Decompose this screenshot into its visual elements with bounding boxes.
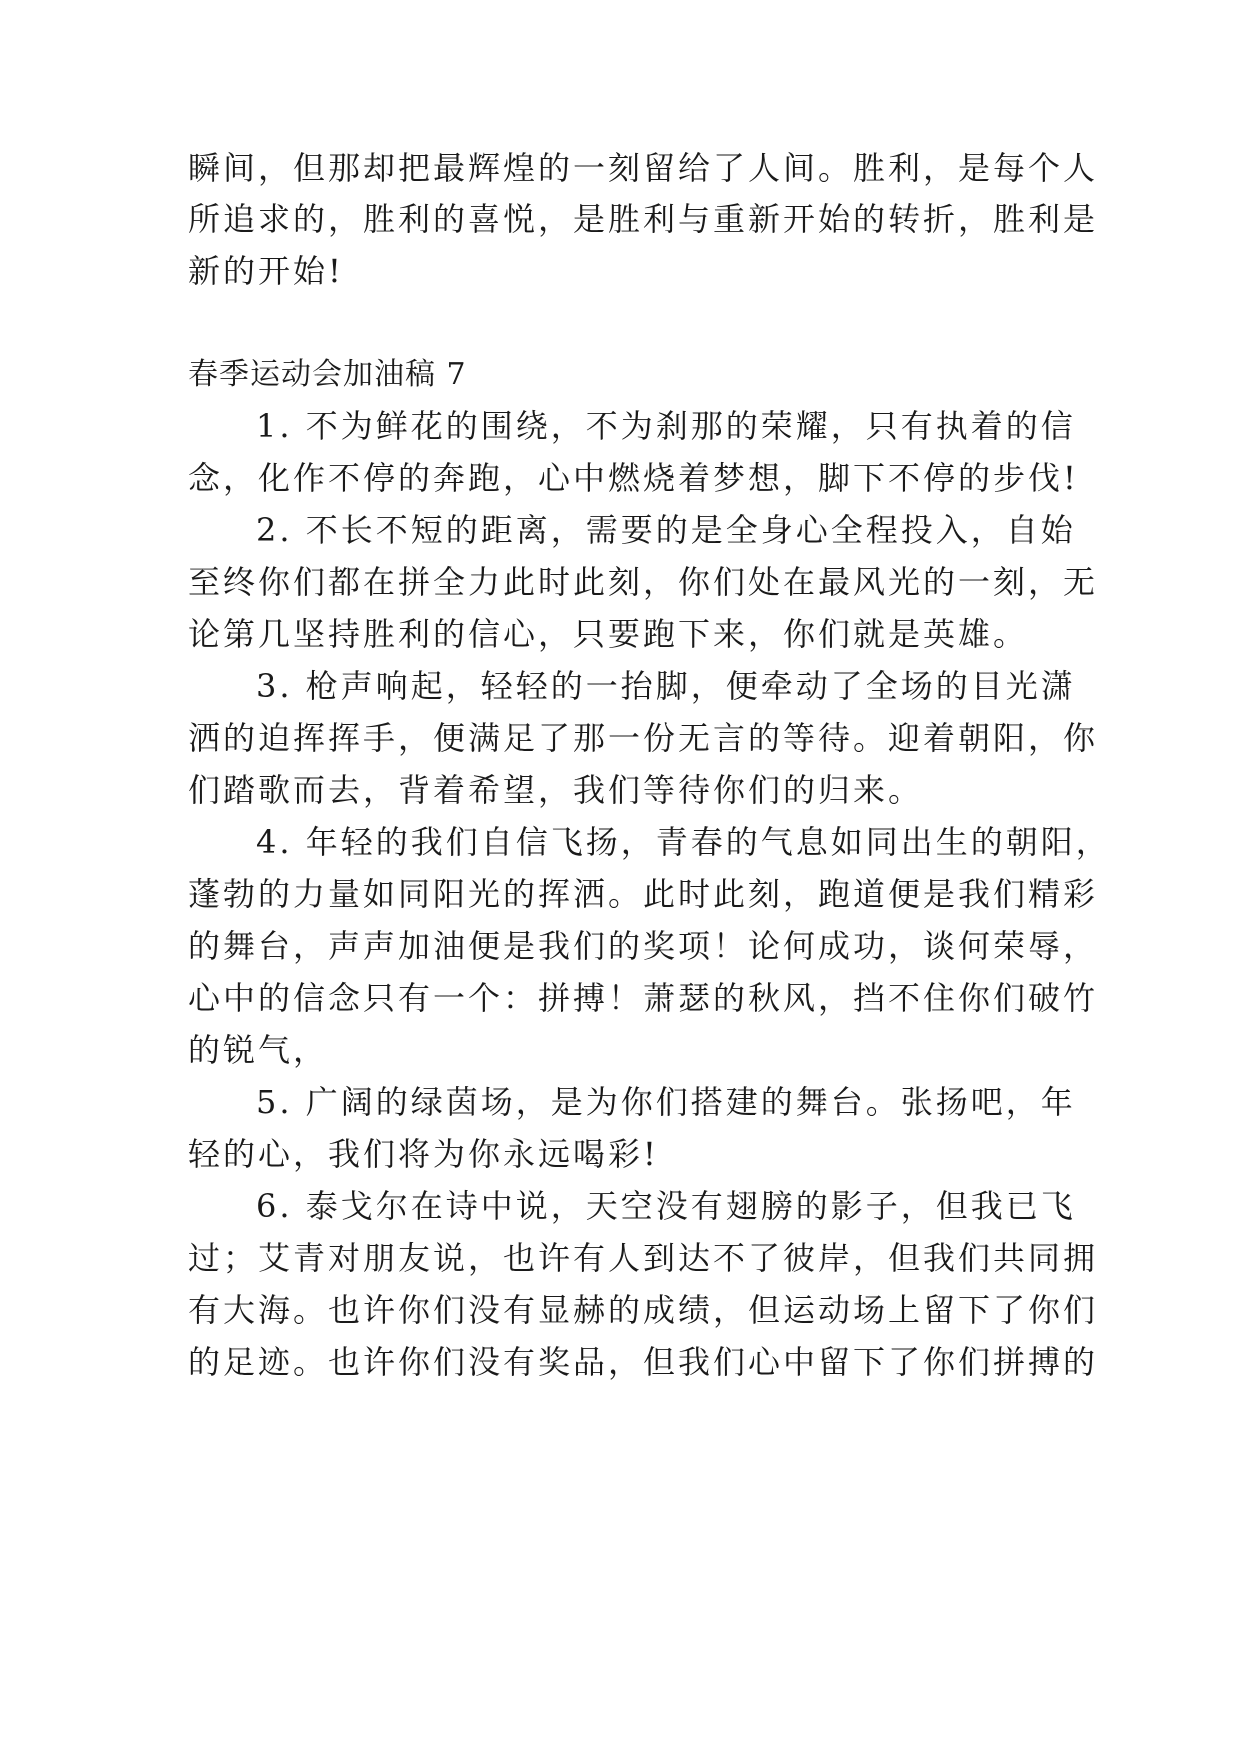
item-4-line-3: 的舞台，声声加油便是我们的奖项！论何成功，谈何荣辱，: [188, 927, 1099, 965]
item-5-line-1: 5. 广阔的绿茵场，是为你们搭建的舞台。张扬吧，年: [256, 1083, 1076, 1121]
item-4-line-1: 4. 年轻的我们自信飞扬，青春的气息如同出生的朝阳，: [256, 823, 1111, 861]
item-4-line-4: 心中的信念只有一个：拼搏！萧瑟的秋风，挡不住你们破竹: [188, 979, 1099, 1017]
item-3-line-2: 洒的迫挥挥手，便满足了那一份无言的等待。迎着朝阳，你: [188, 719, 1099, 757]
item-6-line-2: 过；艾青对朋友说，也许有人到达不了彼岸，但我们共同拥: [188, 1239, 1099, 1277]
item-4-line-5: 的锐气，: [188, 1031, 329, 1069]
item-6-line-1: 6. 泰戈尔在诗中说，天空没有翅膀的影子，但我已飞: [256, 1187, 1076, 1225]
item-2-line-3: 论第几坚持胜利的信心，只要跑下来，你们就是英雄。: [188, 615, 1029, 653]
item-6-line-4: 的足迹。也许你们没有奖品，但我们心中留下了你们拼搏的: [188, 1343, 1099, 1381]
item-2-line-1: 2. 不长不短的距离，需要的是全身心全程投入，自始: [256, 511, 1076, 549]
intro-line-3: 新的开始!: [188, 252, 344, 290]
item-4-line-2: 蓬勃的力量如同阳光的挥洒。此时此刻，跑道便是我们精彩: [188, 875, 1099, 913]
item-3-line-3: 们踏歌而去，背着希望，我们等待你们的归来。: [188, 771, 924, 809]
item-5-line-2: 轻的心，我们将为你永远喝彩!: [188, 1135, 659, 1173]
section-title: 春季运动会加油稿 7: [188, 357, 467, 392]
item-1-line-1: 1. 不为鲜花的围绕，不为刹那的荣耀，只有执着的信: [256, 407, 1076, 445]
item-6-line-3: 有大海。也许你们没有显赫的成绩，但运动场上留下了你们: [188, 1291, 1099, 1329]
item-3-line-1: 3. 枪声响起，轻轻的一抬脚，便牵动了全场的目光潇: [256, 667, 1076, 705]
item-1-line-2: 念，化作不停的奔跑，心中燃烧着梦想，脚下不停的步伐!: [188, 459, 1079, 497]
intro-line-2: 所追求的，胜利的喜悦，是胜利与重新开始的转折，胜利是: [188, 200, 1099, 238]
item-2-line-2: 至终你们都在拼全力此时此刻，你们处在最风光的一刻，无: [188, 563, 1099, 601]
intro-line-1: 瞬间，但那却把最辉煌的一刻留给了人间。胜利，是每个人: [188, 149, 1099, 187]
